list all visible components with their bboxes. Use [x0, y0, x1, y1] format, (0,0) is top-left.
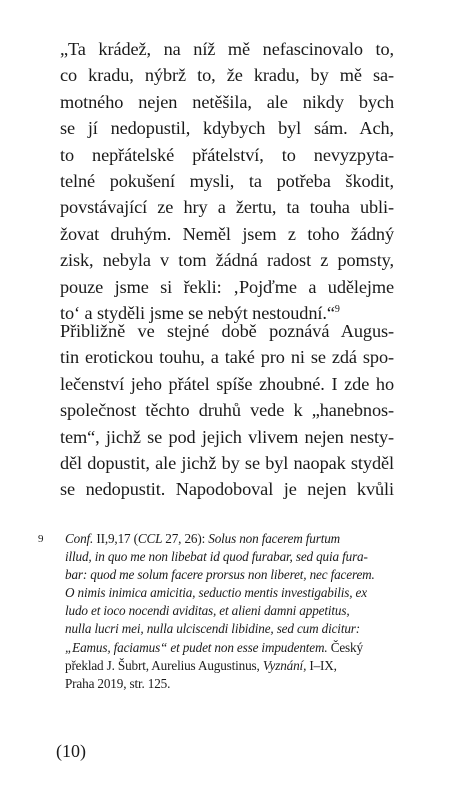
footnote-latin: „Eamus, faciamus“ et pudet non esse impudentem.	[65, 639, 328, 655]
quote-line: to nepřátelské přátelství, to nevyzpyta-	[60, 144, 394, 165]
footnote-latin: Solus non facerem furtum	[208, 531, 341, 546]
footnote-line	[65, 657, 398, 675]
paragraph-line: se nedopustit. Napodoboval je nejen kvůli	[60, 479, 394, 500]
quote-line-text: to‘ a styděli jsme se nebýt nestoudní.“	[60, 302, 335, 323]
footnote-book-title: Vyznání,	[262, 657, 307, 673]
paragraph-line: Přibližně ve stejné době poznává Augus-	[60, 321, 394, 341]
footnote-line	[65, 675, 398, 693]
quote-line: zisk, nebyla v tom žádná radost z pomsty,	[60, 250, 394, 271]
footnote-number: 9	[38, 533, 44, 545]
paragraph-line: tem“, jichž se pod jejich vlivem nejen nesty-	[60, 426, 394, 447]
footnote-line	[65, 639, 398, 657]
footnote-line: nulla lucri mei, nulla ulciscendi libidine, sed cum dicitur:	[65, 621, 360, 637]
footnote-citation: II,9,17 (	[96, 531, 138, 546]
body-paragraph	[60, 318, 394, 503]
footnote-citation-pages: 27, 26):	[165, 531, 206, 546]
footnote-translation-label: Český	[330, 639, 363, 655]
block-quote	[60, 36, 394, 326]
quote-line: co kradu, nýbrž to, že kradu, by mě sa-	[60, 65, 394, 86]
quote-line: „Ta krádež, na níž mě nefascinovalo to,	[60, 39, 394, 59]
quote-line: se jí nedopustil, kdybych byl sám. Ach,	[60, 118, 394, 139]
footnote-volumes: I–IX,	[309, 657, 337, 673]
quote-line: motného nejen netěšila, ale nikdy bych	[60, 91, 394, 112]
paragraph-line: děl dopustit, ale jichž by se byl naopak styděl	[60, 452, 394, 473]
paragraph-line: tin erotickou touhu, a také pro ni se zdá spo-	[60, 347, 394, 368]
footnote-line: illud, in quo me non libebat id quod furabar, sed quia fura-	[65, 549, 368, 565]
quote-line: povstávající ze hry a žertu, ta touha ubli-	[60, 197, 394, 218]
page-number: (10)	[56, 741, 86, 761]
paragraph-line: společnost těchto druhů vede k „hanebnos-	[60, 400, 394, 421]
quote-line: pouze jsme si řekli: ‚Pojďme a udělejme	[60, 276, 394, 297]
footnote-work-abbrev: Conf.	[65, 531, 94, 546]
quote-line: telné pokušení mysli, ta potřeba škodit,	[60, 170, 394, 191]
footnote-reference[interactable]: 9	[334, 303, 340, 315]
quote-line: žovat druhým. Neměl jsem z toho žádný	[60, 223, 394, 244]
footnote-line: ludo et ioco nocendi aviditas, et alieni damni appetitus,	[65, 603, 350, 619]
footnote-translation: překlad J. Šubrt, Aurelius Augustinus,	[65, 657, 260, 673]
footnote-line: O nimis inimica amicitia, seductio mentis investigabilis, ex	[65, 585, 367, 601]
paragraph-line: lečenství jeho přátel spíše zhoubné. I zde ho	[60, 373, 394, 394]
footnote-publication: Praha 2019, str. 125.	[65, 675, 171, 691]
footnote-line: bar: quod me solum facere prorsus non liberet, nec facerem.	[65, 567, 375, 583]
footnote-line	[65, 530, 398, 548]
footnote-text	[65, 530, 398, 693]
footnote-series: CCL	[137, 531, 163, 546]
